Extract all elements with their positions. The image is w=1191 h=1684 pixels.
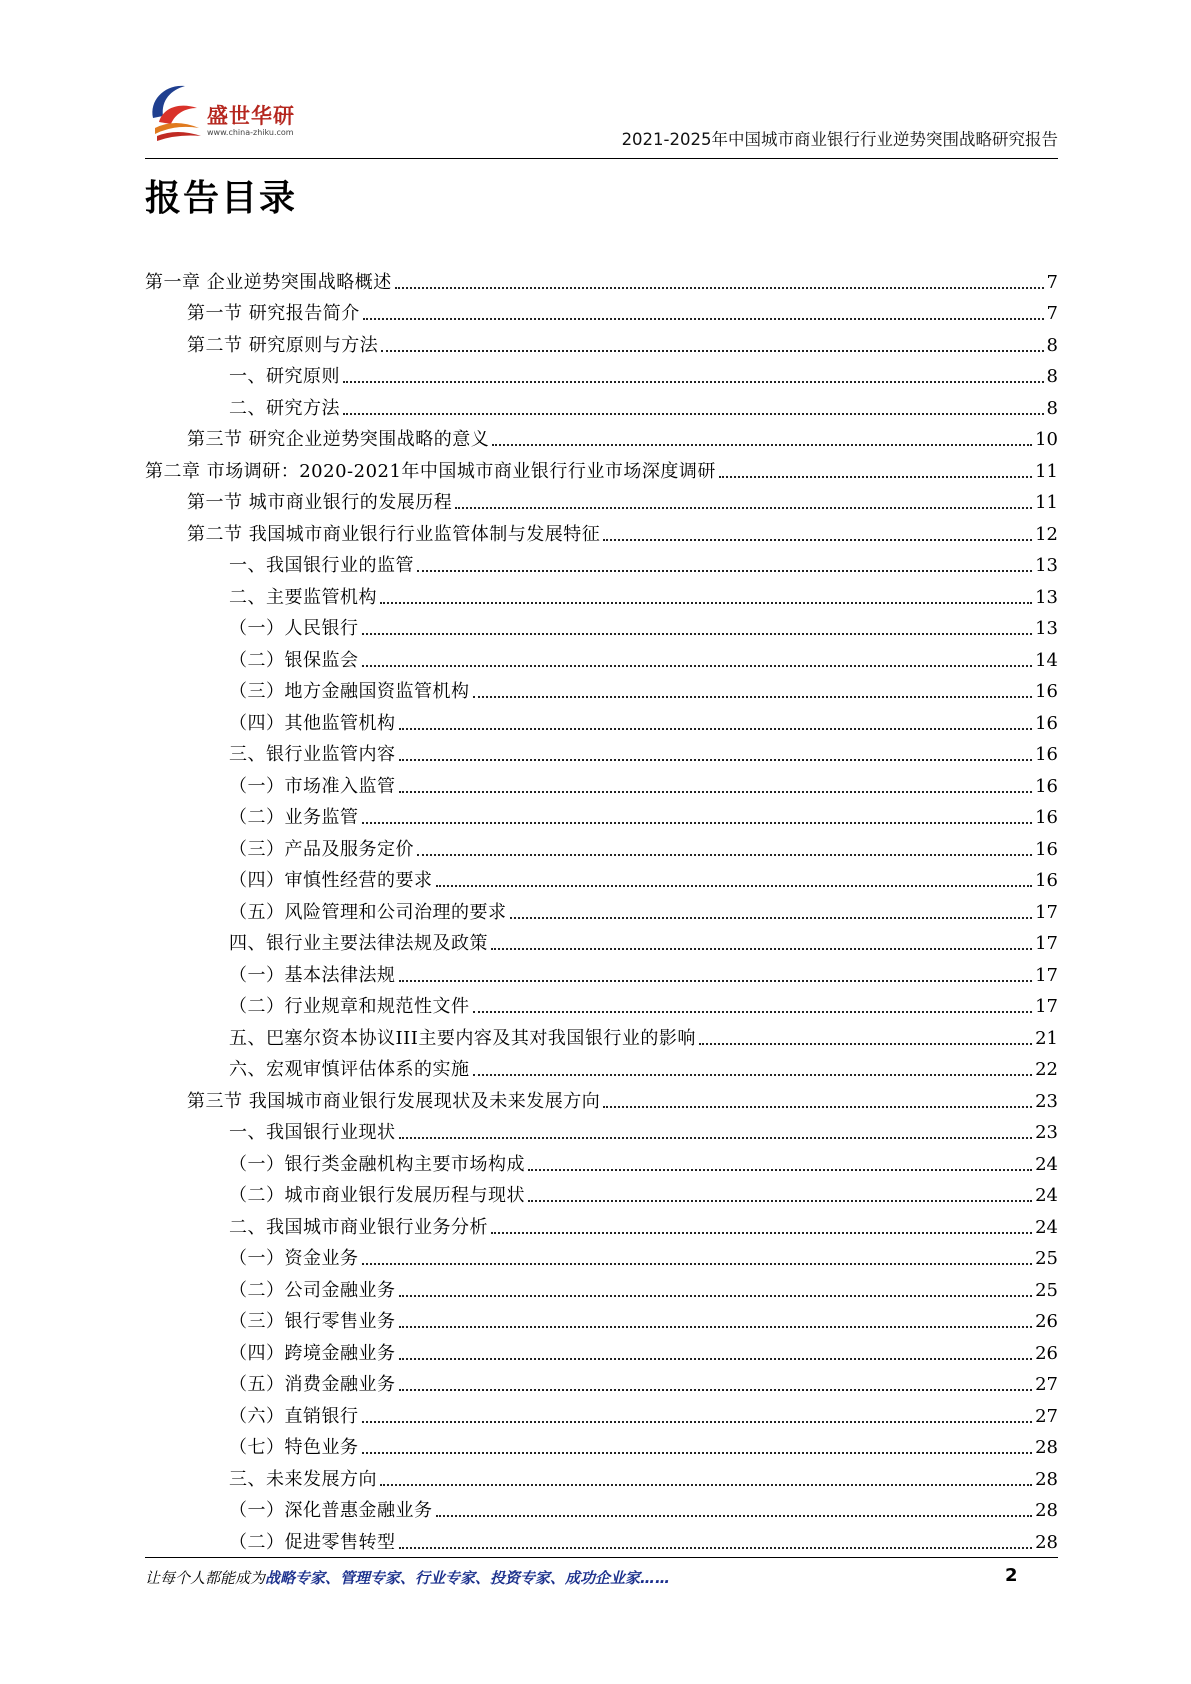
toc-entry[interactable]	[145, 1018, 1058, 1050]
toc-entry[interactable]	[145, 1270, 1058, 1302]
toc-entry-title: 三、未来发展方向	[229, 1468, 377, 1490]
toc-entry-title: 二、主要监管机构	[229, 586, 377, 608]
toc-entry[interactable]	[145, 451, 1058, 483]
toc-entry[interactable]	[145, 1491, 1058, 1523]
toc-entry[interactable]	[145, 1176, 1058, 1208]
toc-entry[interactable]	[145, 609, 1058, 641]
toc-entry-page: 8	[1046, 334, 1058, 356]
toc-entry[interactable]	[145, 1459, 1058, 1491]
slogan-prefix: 让每个人都能成为	[145, 1569, 266, 1587]
toc-entry-title: （二）城市商业银行发展历程与现状	[229, 1185, 525, 1206]
toc-dot-leader	[362, 822, 1033, 824]
toc-entry[interactable]	[145, 955, 1058, 987]
toc-entry-page: 16	[1035, 807, 1058, 828]
toc-entry-title: （五）风险管理和公司治理的要求	[229, 901, 507, 923]
toc-entry[interactable]	[145, 640, 1058, 672]
toc-entry-page: 16	[1035, 712, 1058, 734]
toc-entry-page: 21	[1035, 1027, 1058, 1049]
toc-entry-title: （二）促进零售转型	[229, 1531, 396, 1553]
toc-entry-title: 第二节 我国城市商业银行行业监管体制与发展特征	[187, 523, 601, 545]
report-title: 2021-2025年中国城市商业银行行业逆势突围战略研究报告	[621, 130, 1058, 149]
toc-entry-page: 16	[1035, 681, 1058, 702]
toc-entry-page: 24	[1035, 1153, 1058, 1175]
toc-entry-title: （二）业务监管	[229, 807, 359, 828]
toc-entry-page: 27	[1035, 1405, 1058, 1427]
toc-entry[interactable]	[145, 577, 1058, 609]
toc-entry-page: 23	[1035, 1122, 1058, 1143]
toc-entry-title: 一、我国银行业现状	[229, 1122, 396, 1143]
toc-entry[interactable]	[145, 1207, 1058, 1239]
slogan-highlight: 战略专家、管理专家、行业专家、投资专家、成功企业家……	[265, 1569, 671, 1587]
toc-dot-leader	[362, 633, 1033, 635]
toc-dot-leader	[399, 759, 1033, 761]
toc-dot-leader	[528, 1169, 1032, 1171]
toc-entry-page: 28	[1035, 1468, 1058, 1490]
toc-entry-title: （四）跨境金融业务	[229, 1342, 396, 1364]
toc-dot-leader	[399, 791, 1033, 793]
toc-entry-title: 第三节 我国城市商业银行发展现状及未来发展方向	[187, 1090, 601, 1112]
toc-entry[interactable]	[145, 829, 1058, 861]
toc-dot-leader	[399, 1389, 1033, 1391]
toc-dot-leader	[417, 570, 1032, 572]
toc-entry[interactable]	[145, 1302, 1058, 1334]
toc-dot-leader	[455, 507, 1032, 509]
toc-entry-page: 24	[1035, 1185, 1058, 1206]
toc-entry[interactable]	[145, 703, 1058, 735]
toc-entry-title: 三、银行业监管内容	[229, 744, 396, 765]
page-heading: 报告目录	[145, 178, 298, 219]
toc-dot-leader	[363, 318, 1044, 320]
toc-entry[interactable]	[145, 483, 1058, 515]
toc-entry[interactable]	[145, 1239, 1058, 1271]
toc-dot-leader	[362, 665, 1033, 667]
toc-entry-page: 8	[1046, 366, 1058, 387]
toc-entry-title: （六）直销银行	[229, 1405, 359, 1427]
toc-dot-leader	[510, 917, 1033, 919]
toc-entry-title: 第二章 市场调研：2020-2021年中国城市商业银行行业市场深度调研	[145, 460, 716, 482]
toc-entry-page: 28	[1035, 1500, 1058, 1521]
toc-dot-leader	[343, 381, 1044, 383]
toc-entry-page: 16	[1035, 870, 1058, 891]
toc-dot-leader	[528, 1200, 1032, 1202]
toc-entry-page: 16	[1035, 775, 1058, 797]
toc-dot-leader	[399, 1137, 1033, 1139]
toc-entry[interactable]	[145, 672, 1058, 704]
toc-entry-title: 第三节 研究企业逆势突围战略的意义	[187, 429, 490, 450]
toc-entry-page: 28	[1035, 1531, 1058, 1553]
toc-dot-leader	[491, 1232, 1032, 1234]
page-header	[145, 78, 1058, 158]
toc-entry-page: 8	[1046, 397, 1058, 419]
toc-entry[interactable]	[145, 325, 1058, 357]
toc-entry-page: 26	[1035, 1342, 1058, 1364]
toc-entry[interactable]	[145, 798, 1058, 830]
toc-entry-page: 13	[1035, 618, 1058, 639]
toc-dot-leader	[380, 1484, 1032, 1486]
toc-entry-title: 一、我国银行业的监管	[229, 555, 414, 576]
toc-entry[interactable]	[145, 420, 1058, 452]
toc-entry[interactable]	[145, 1396, 1058, 1428]
toc-entry[interactable]	[145, 1365, 1058, 1397]
toc-entry-page: 17	[1035, 901, 1058, 923]
toc-entry-page: 13	[1035, 586, 1058, 608]
toc-entry-title: 二、我国城市商业银行业务分析	[229, 1216, 488, 1238]
toc-dot-leader	[399, 1547, 1033, 1549]
toc-entry-page: 7	[1046, 271, 1058, 293]
toc-entry-page: 16	[1035, 744, 1058, 765]
toc-entry-page: 12	[1035, 523, 1058, 545]
toc-dot-leader	[473, 1011, 1033, 1013]
toc-dot-leader	[603, 539, 1032, 541]
toc-dot-leader	[395, 287, 1044, 289]
toc-entry[interactable]	[145, 1333, 1058, 1365]
toc-entry-title: （三）地方金融国资监管机构	[229, 681, 470, 702]
footer-divider	[145, 1557, 1058, 1558]
toc-entry-title: 第一章 企业逆势突围战略概述	[145, 271, 392, 293]
toc-entry-title: （五）消费金融业务	[229, 1374, 396, 1395]
toc-dot-leader	[399, 728, 1033, 730]
toc-entry-page: 11	[1035, 492, 1058, 513]
toc-entry-page: 28	[1035, 1437, 1058, 1458]
toc-entry-page: 14	[1035, 649, 1058, 671]
toc-entry[interactable]	[145, 294, 1058, 326]
toc-dot-leader	[399, 980, 1033, 982]
toc-entry[interactable]	[145, 1081, 1058, 1113]
toc-dot-leader	[417, 854, 1032, 856]
toc-entry-title: 六、宏观审慎评估体系的实施	[229, 1059, 470, 1080]
toc-entry[interactable]	[145, 1050, 1058, 1082]
toc-entry-page: 10	[1035, 429, 1058, 450]
toc-entry-title: （二）银保监会	[229, 649, 359, 671]
toc-entry-title: （一）市场准入监管	[229, 775, 396, 797]
toc-entry-page: 26	[1035, 1311, 1058, 1332]
toc-entry-title: （四）审慎性经营的要求	[229, 870, 433, 891]
toc-entry-title: 五、巴塞尔资本协议III主要内容及其对我国银行业的影响	[229, 1027, 696, 1049]
toc-entry-title: （一）银行类金融机构主要市场构成	[229, 1153, 525, 1175]
company-logo	[145, 78, 315, 148]
toc-dot-leader	[491, 948, 1032, 950]
toc-entry-title: 第二节 研究原则与方法	[187, 334, 379, 356]
toc-entry[interactable]	[145, 357, 1058, 389]
toc-entry-title: （三）产品及服务定价	[229, 838, 414, 860]
toc-dot-leader	[436, 885, 1033, 887]
footer-slogan	[145, 1567, 670, 1588]
toc-entry[interactable]	[145, 546, 1058, 578]
toc-entry-page: 13	[1035, 555, 1058, 576]
toc-dot-leader	[603, 1106, 1032, 1108]
toc-entry[interactable]	[145, 987, 1058, 1019]
toc-entry[interactable]	[145, 1522, 1058, 1554]
toc-dot-leader	[492, 444, 1032, 446]
toc-entry-title: 一、研究原则	[229, 366, 340, 387]
toc-entry-page: 17	[1035, 996, 1058, 1017]
toc-entry-title: （二）行业规章和规范性文件	[229, 996, 470, 1017]
toc-entry[interactable]	[145, 766, 1058, 798]
toc-entry-title: （一）基本法律法规	[229, 964, 396, 986]
toc-entry-page: 17	[1035, 964, 1058, 986]
toc-dot-leader	[473, 1074, 1033, 1076]
toc-entry-page: 25	[1035, 1248, 1058, 1269]
toc-entry[interactable]	[145, 1144, 1058, 1176]
toc-entry-title: （四）其他监管机构	[229, 712, 396, 734]
toc-dot-leader	[473, 696, 1033, 698]
toc-dot-leader	[436, 1515, 1033, 1517]
toc-dot-leader	[343, 413, 1044, 415]
page-number: 2	[1005, 1565, 1018, 1586]
toc-dot-leader	[719, 476, 1032, 478]
toc-entry-title: （七）特色业务	[229, 1437, 359, 1458]
toc-entry-title: （一）深化普惠金融业务	[229, 1500, 433, 1521]
toc-dot-leader	[362, 1421, 1033, 1423]
toc-entry-title: （二）公司金融业务	[229, 1279, 396, 1301]
toc-dot-leader	[381, 350, 1043, 352]
toc-entry-page: 17	[1035, 933, 1058, 954]
toc-entry-page: 16	[1035, 838, 1058, 860]
toc-dot-leader	[399, 1295, 1033, 1297]
toc-entry-title: （三）银行零售业务	[229, 1311, 396, 1332]
toc-dot-leader	[380, 602, 1032, 604]
toc-entry-page: 7	[1046, 303, 1058, 324]
toc-entry-page: 22	[1035, 1059, 1058, 1080]
toc-entry[interactable]	[145, 514, 1058, 546]
toc-entry-page: 27	[1035, 1374, 1058, 1395]
toc-entry-title: 二、研究方法	[229, 397, 340, 419]
toc-entry-title: （一）资金业务	[229, 1248, 359, 1269]
toc-entry-page: 24	[1035, 1216, 1058, 1238]
toc-entry-page: 25	[1035, 1279, 1058, 1301]
logo-url: www.china-zhiku.com	[207, 128, 294, 137]
toc-entry[interactable]	[145, 388, 1058, 420]
header-divider	[145, 158, 1058, 159]
toc-dot-leader	[399, 1326, 1033, 1328]
logo-emblem-icon	[145, 78, 209, 144]
toc-dot-leader	[699, 1043, 1032, 1045]
toc-dot-leader	[399, 1358, 1033, 1360]
toc-dot-leader	[362, 1452, 1033, 1454]
logo-name: 盛世华研	[207, 104, 295, 128]
toc-entry[interactable]	[145, 262, 1058, 294]
toc-entry[interactable]	[145, 892, 1058, 924]
toc-entry-title: 四、银行业主要法律法规及政策	[229, 933, 488, 954]
toc-entry-title: 第一节 城市商业银行的发展历程	[187, 492, 453, 513]
toc-entry[interactable]	[145, 1113, 1058, 1145]
toc-entry[interactable]	[145, 735, 1058, 767]
toc-entry-page: 11	[1035, 460, 1058, 482]
toc-entry-title: （一）人民银行	[229, 618, 359, 639]
toc-dot-leader	[362, 1263, 1033, 1265]
toc-entry[interactable]	[145, 1428, 1058, 1460]
toc-entry[interactable]	[145, 861, 1058, 893]
table-of-contents	[145, 262, 1058, 1554]
toc-entry-page: 23	[1035, 1090, 1058, 1112]
toc-entry-title: 第一节 研究报告简介	[187, 303, 360, 324]
toc-entry[interactable]	[145, 924, 1058, 956]
